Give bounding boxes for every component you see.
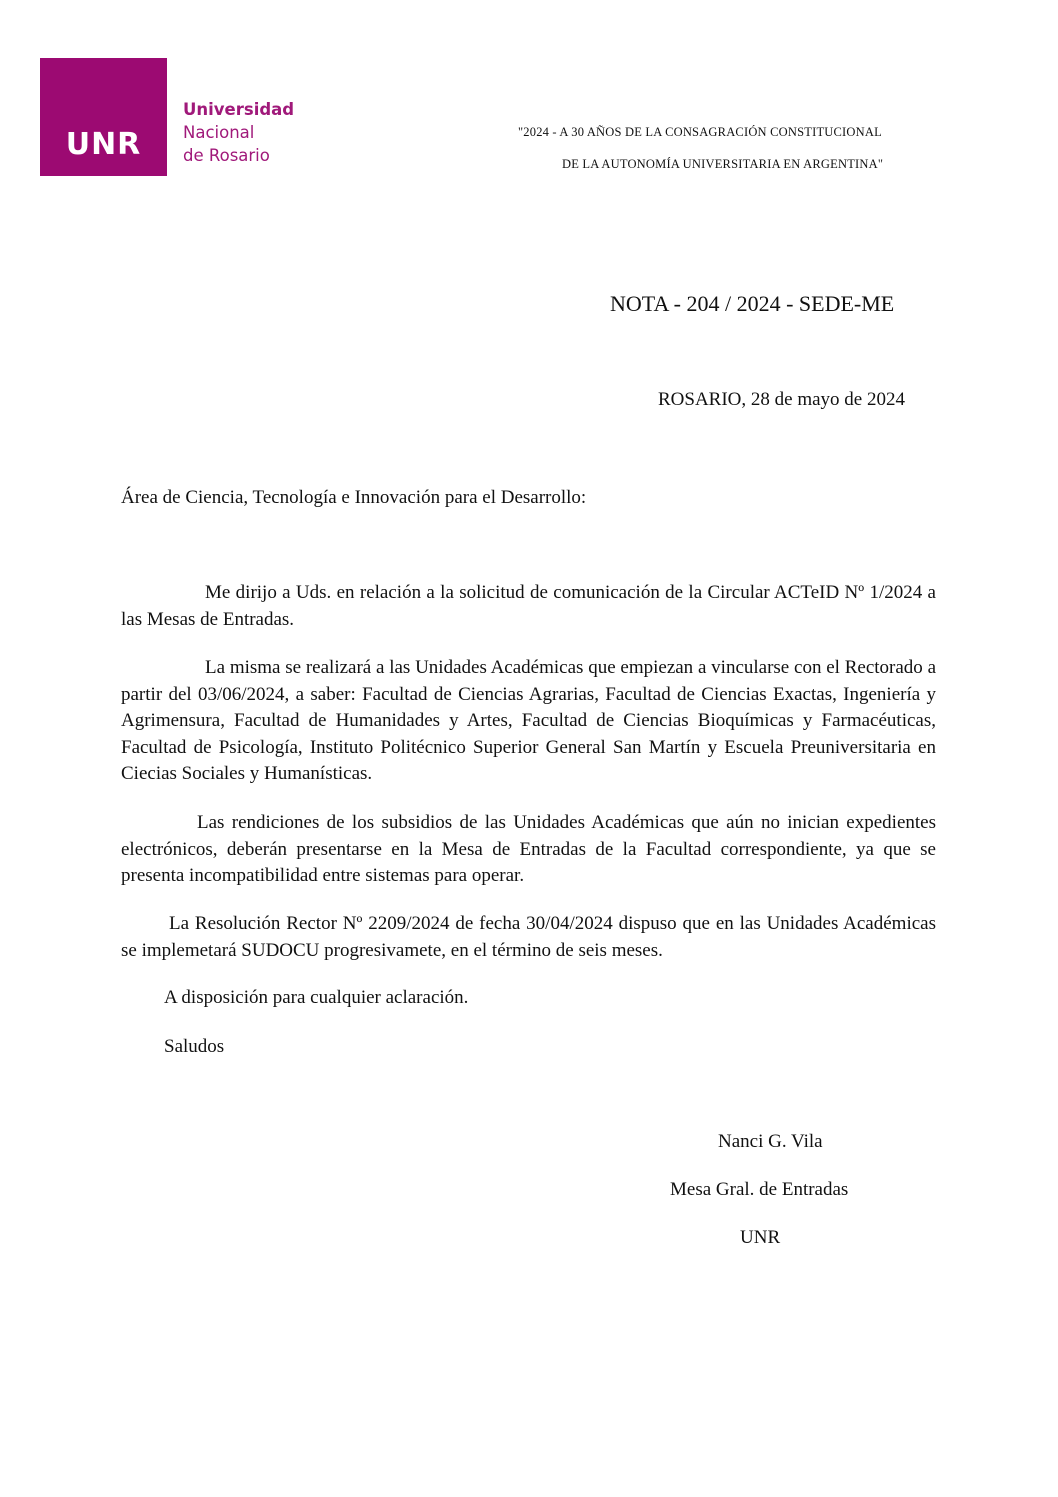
logo-abbreviation: UNR — [65, 127, 142, 162]
logo-name-line3: de Rosario — [183, 146, 270, 165]
note-number: NOTA - 204 / 2024 - SEDE-ME — [610, 291, 895, 316]
unr-logo — [40, 58, 300, 178]
paragraph-2: La misma se realizará a las Unidades Académicas que empiezan a vincularse con el Rectorado a partir del 03/06/2024, a saber: Facultad de Ciencias Agrarias, Facultad de Ciencias Exactas, Ingeniería y Agrimensura, Facultad de Humanidades y Artes, Facultad de Ciencias Bioquímicas y Farmacéuticas, Facultad de Psicología, Instituto Politécnico Superior General San Martín y Escuela Preuniversitaria en Ciecias Sociales y Humanísticas. — [121, 657, 936, 784]
signature-name: Nanci G. Vila — [718, 1131, 823, 1152]
paragraph-4: La Resolución Rector Nº 2209/2024 de fecha 30/04/2024 dispuso que en las Unidades Académicas se implemetará SUDOCU progresivamete, en el término de seis meses. — [121, 913, 936, 961]
motto-line-2: DE LA AUTONOMÍA UNIVERSITARIA EN ARGENTINA" — [562, 157, 884, 171]
logo-name-line1: Universidad — [183, 100, 295, 119]
recipient: Área de Ciencia, Tecnología e Innovación para el Desarrollo: — [121, 487, 587, 508]
logo-institution-name — [183, 98, 294, 167]
signature-office: Mesa Gral. de Entradas — [670, 1179, 849, 1200]
motto-line-1: "2024 - A 30 AÑOS DE LA CONSAGRACIÓN CONSTITUCIONAL — [518, 125, 882, 139]
closing-remark: A disposición para cualquier aclaración. — [164, 987, 469, 1008]
paragraph-1: Me dirijo a Uds. en relación a la solicitud de comunicación de la Circular ACTeID Nº 1/2024 a las Mesas de Entradas. — [121, 582, 936, 630]
signature-institution: UNR — [740, 1227, 781, 1248]
greeting: Saludos — [164, 1036, 225, 1057]
logo-name-line2: Nacional — [183, 123, 255, 142]
paragraph-3: Las rendiciones de los subsidios de las Unidades Académicas que aún no inician expedientes electrónicos, deberán presentarse en la Mesa de Entradas de la Facultad correspondiente, ya que se presenta incompatibilidad entre sistemas para operar. — [121, 812, 936, 886]
date-line: ROSARIO, 28 de mayo de 2024 — [658, 389, 905, 410]
logo-square — [40, 58, 167, 176]
